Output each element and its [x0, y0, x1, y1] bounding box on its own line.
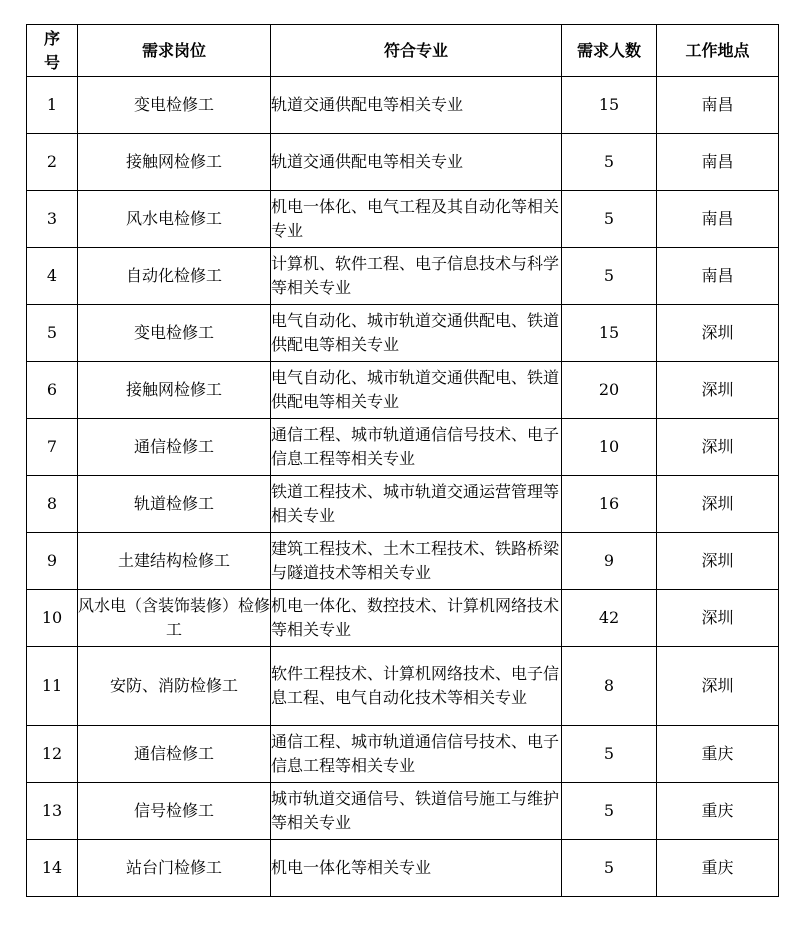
recruitment-table: [26, 24, 779, 897]
cell-no: 4: [27, 248, 78, 305]
cell-no: 14: [27, 840, 78, 897]
cell-location: 深圳: [657, 590, 779, 647]
cell-position: 风水电检修工: [78, 191, 271, 248]
cell-major: 电气自动化、城市轨道交通供配电、铁道供配电等相关专业: [271, 305, 562, 362]
cell-location: 深圳: [657, 476, 779, 533]
table-row: [27, 840, 779, 897]
table-row: [27, 533, 779, 590]
cell-no: 7: [27, 419, 78, 476]
cell-count: 8: [562, 647, 657, 726]
cell-no: 12: [27, 726, 78, 783]
cell-major: 轨道交通供配电等相关专业: [271, 77, 562, 134]
cell-major: 机电一体化、电气工程及其自动化等相关专业: [271, 191, 562, 248]
table-row: [27, 248, 779, 305]
cell-location: 深圳: [657, 533, 779, 590]
header-no: [27, 25, 78, 77]
cell-no: 8: [27, 476, 78, 533]
cell-location: 南昌: [657, 191, 779, 248]
table-row: [27, 647, 779, 726]
cell-position: 接触网检修工: [78, 362, 271, 419]
cell-position: 轨道检修工: [78, 476, 271, 533]
cell-location: 深圳: [657, 362, 779, 419]
cell-position: 安防、消防检修工: [78, 647, 271, 726]
cell-no: 10: [27, 590, 78, 647]
table-body: [27, 77, 779, 897]
cell-location: 重庆: [657, 783, 779, 840]
cell-no: 2: [27, 134, 78, 191]
cell-position: 站台门检修工: [78, 840, 271, 897]
header-no-line1: 序: [43, 28, 60, 48]
cell-position: 通信检修工: [78, 726, 271, 783]
cell-major: 电气自动化、城市轨道交通供配电、铁道供配电等相关专业: [271, 362, 562, 419]
cell-major: 通信工程、城市轨道通信信号技术、电子信息工程等相关专业: [271, 726, 562, 783]
cell-major: 软件工程技术、计算机网络技术、电子信息工程、电气自动化技术等相关专业: [271, 647, 562, 726]
header-count: 需求人数: [562, 25, 657, 77]
cell-count: 10: [562, 419, 657, 476]
cell-count: 16: [562, 476, 657, 533]
header-no-line2: 号: [43, 52, 60, 72]
cell-location: 深圳: [657, 305, 779, 362]
table-row: [27, 476, 779, 533]
cell-count: 20: [562, 362, 657, 419]
table-row: [27, 419, 779, 476]
header-row: [27, 25, 779, 77]
cell-position: 自动化检修工: [78, 248, 271, 305]
cell-location: 重庆: [657, 726, 779, 783]
table-row: [27, 134, 779, 191]
cell-major: 城市轨道交通信号、铁道信号施工与维护等相关专业: [271, 783, 562, 840]
cell-location: 重庆: [657, 840, 779, 897]
table-row: [27, 783, 779, 840]
cell-position: 变电检修工: [78, 77, 271, 134]
cell-count: 42: [562, 590, 657, 647]
table-header: [27, 25, 779, 77]
cell-no: 9: [27, 533, 78, 590]
cell-position: 变电检修工: [78, 305, 271, 362]
cell-position: 通信检修工: [78, 419, 271, 476]
cell-major: 机电一体化等相关专业: [271, 840, 562, 897]
cell-no: 13: [27, 783, 78, 840]
cell-position: 风水电（含装饰装修）检修工: [78, 590, 271, 647]
cell-location: 南昌: [657, 134, 779, 191]
cell-location: 南昌: [657, 248, 779, 305]
cell-position: 接触网检修工: [78, 134, 271, 191]
cell-no: 6: [27, 362, 78, 419]
cell-position: 土建结构检修工: [78, 533, 271, 590]
cell-count: 15: [562, 305, 657, 362]
cell-no: 5: [27, 305, 78, 362]
cell-major: 机电一体化、数控技术、计算机网络技术等相关专业: [271, 590, 562, 647]
header-major: 符合专业: [271, 25, 562, 77]
cell-location: 深圳: [657, 647, 779, 726]
cell-count: 5: [562, 191, 657, 248]
table-row: [27, 362, 779, 419]
table-row: [27, 191, 779, 248]
cell-position: 信号检修工: [78, 783, 271, 840]
header-location: 工作地点: [657, 25, 779, 77]
cell-count: 5: [562, 783, 657, 840]
table-row: [27, 305, 779, 362]
cell-no: 3: [27, 191, 78, 248]
cell-count: 15: [562, 77, 657, 134]
cell-no: 1: [27, 77, 78, 134]
cell-location: 深圳: [657, 419, 779, 476]
cell-count: 5: [562, 726, 657, 783]
table-row: [27, 77, 779, 134]
cell-major: 建筑工程技术、土木工程技术、铁路桥梁与隧道技术等相关专业: [271, 533, 562, 590]
table-row: [27, 726, 779, 783]
cell-count: 5: [562, 248, 657, 305]
cell-major: 铁道工程技术、城市轨道交通运营管理等相关专业: [271, 476, 562, 533]
header-position: 需求岗位: [78, 25, 271, 77]
cell-location: 南昌: [657, 77, 779, 134]
table-row: [27, 590, 779, 647]
cell-major: 计算机、软件工程、电子信息技术与科学等相关专业: [271, 248, 562, 305]
cell-major: 通信工程、城市轨道通信信号技术、电子信息工程等相关专业: [271, 419, 562, 476]
cell-major: 轨道交通供配电等相关专业: [271, 134, 562, 191]
cell-count: 9: [562, 533, 657, 590]
cell-count: 5: [562, 134, 657, 191]
cell-no: 11: [27, 647, 78, 726]
cell-count: 5: [562, 840, 657, 897]
